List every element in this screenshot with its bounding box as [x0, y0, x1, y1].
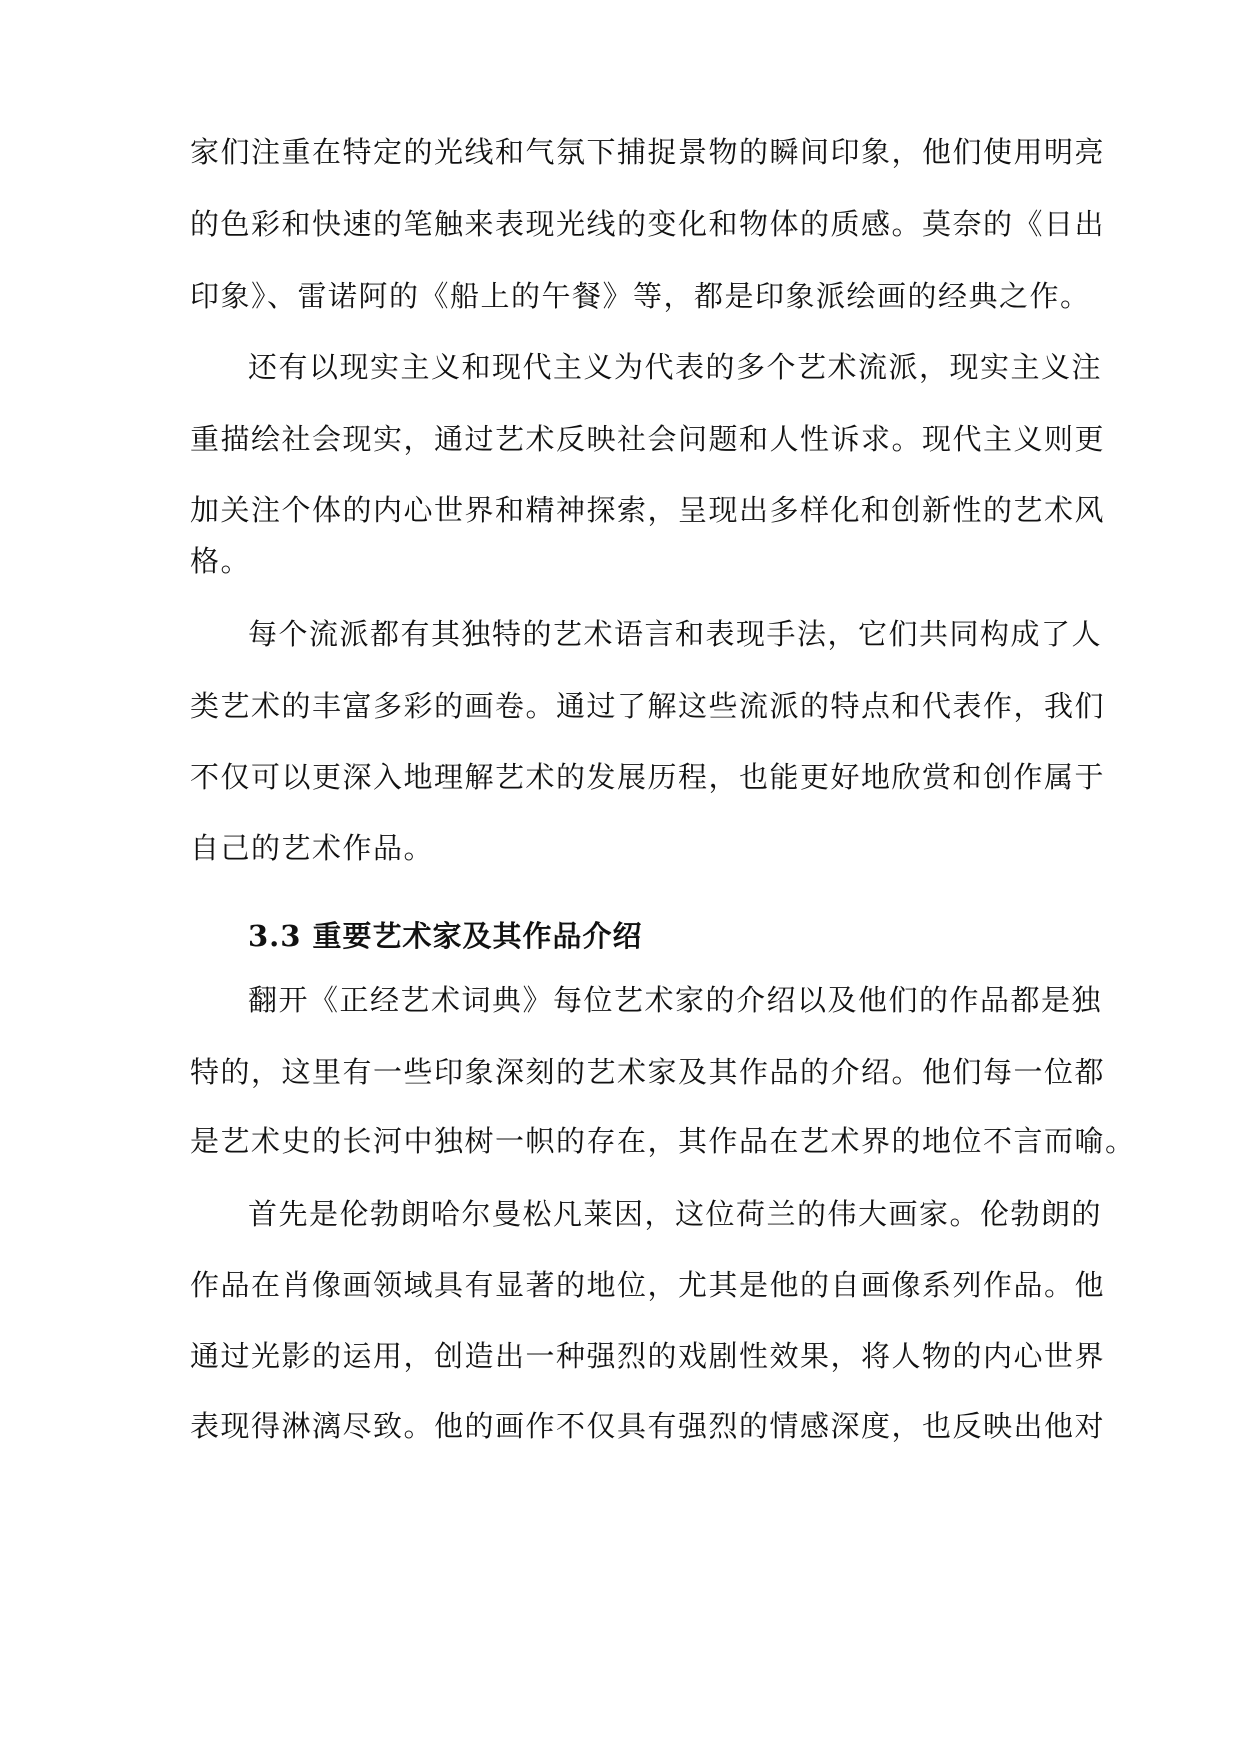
paragraph-1-line-1: 家们注重在特定的光线和气氛下捕捉景物的瞬间印象，他们使用明亮 — [190, 135, 1106, 169]
paragraph-2-line-3: 加关注个体的内心世界和精神探索，呈现出多样化和创新性的艺术风 — [190, 493, 1106, 527]
paragraph-1-line-3: 印象》、雷诺阿的《船上的午餐》等，都是印象派绘画的经典之作。 — [190, 279, 1091, 313]
section-heading: 3.3 重要艺术家及其作品介绍 — [248, 919, 643, 953]
paragraph-2-line-4: 格。 — [190, 544, 252, 578]
paragraph-1-line-2: 的色彩和快速的笔触来表现光线的变化和物体的质感。莫奈的《日出 — [190, 207, 1106, 241]
paragraph-5-line-3: 通过光影的运用，创造出一种强烈的戏剧性效果，将人物的内心世界 — [190, 1339, 1106, 1373]
paragraph-5-line-2: 作品在肖像画领域具有显著的地位，尤其是他的自画像系列作品。他 — [190, 1268, 1106, 1302]
paragraph-4-line-1: 翻开《正经艺术词典》每位艺术家的介绍以及他们的作品都是独 — [248, 983, 1103, 1017]
paragraph-5-line-4: 表现得淋漓尽致。他的画作不仅具有强烈的情感深度，也反映出他对 — [190, 1409, 1106, 1443]
paragraph-3-line-1: 每个流派都有其独特的艺术语言和表现手法，它们共同构成了人 — [248, 617, 1103, 651]
paragraph-3-line-3: 不仅可以更深入地理解艺术的发展历程，也能更好地欣赏和创作属于 — [190, 760, 1106, 794]
paragraph-3-line-2: 类艺术的丰富多彩的画卷。通过了解这些流派的特点和代表作，我们 — [190, 689, 1106, 723]
paragraph-2-line-1: 还有以现实主义和现代主义为代表的多个艺术流派，现实主义注 — [248, 350, 1103, 384]
paragraph-2-line-2: 重描绘社会现实，通过艺术反映社会问题和人性诉求。现代主义则更 — [190, 422, 1106, 456]
paragraph-3-line-4: 自己的艺术作品。 — [190, 831, 435, 865]
paragraph-5-line-1: 首先是伦勃朗哈尔曼松凡莱因，这位荷兰的伟大画家。伦勃朗的 — [248, 1197, 1103, 1231]
paragraph-4-line-3: 是艺术史的长河中独树一帜的存在，其作品在艺术界的地位不言而喻。 — [190, 1124, 1136, 1158]
paragraph-4-line-2: 特的，这里有一些印象深刻的艺术家及其作品的介绍。他们每一位都 — [190, 1055, 1106, 1089]
